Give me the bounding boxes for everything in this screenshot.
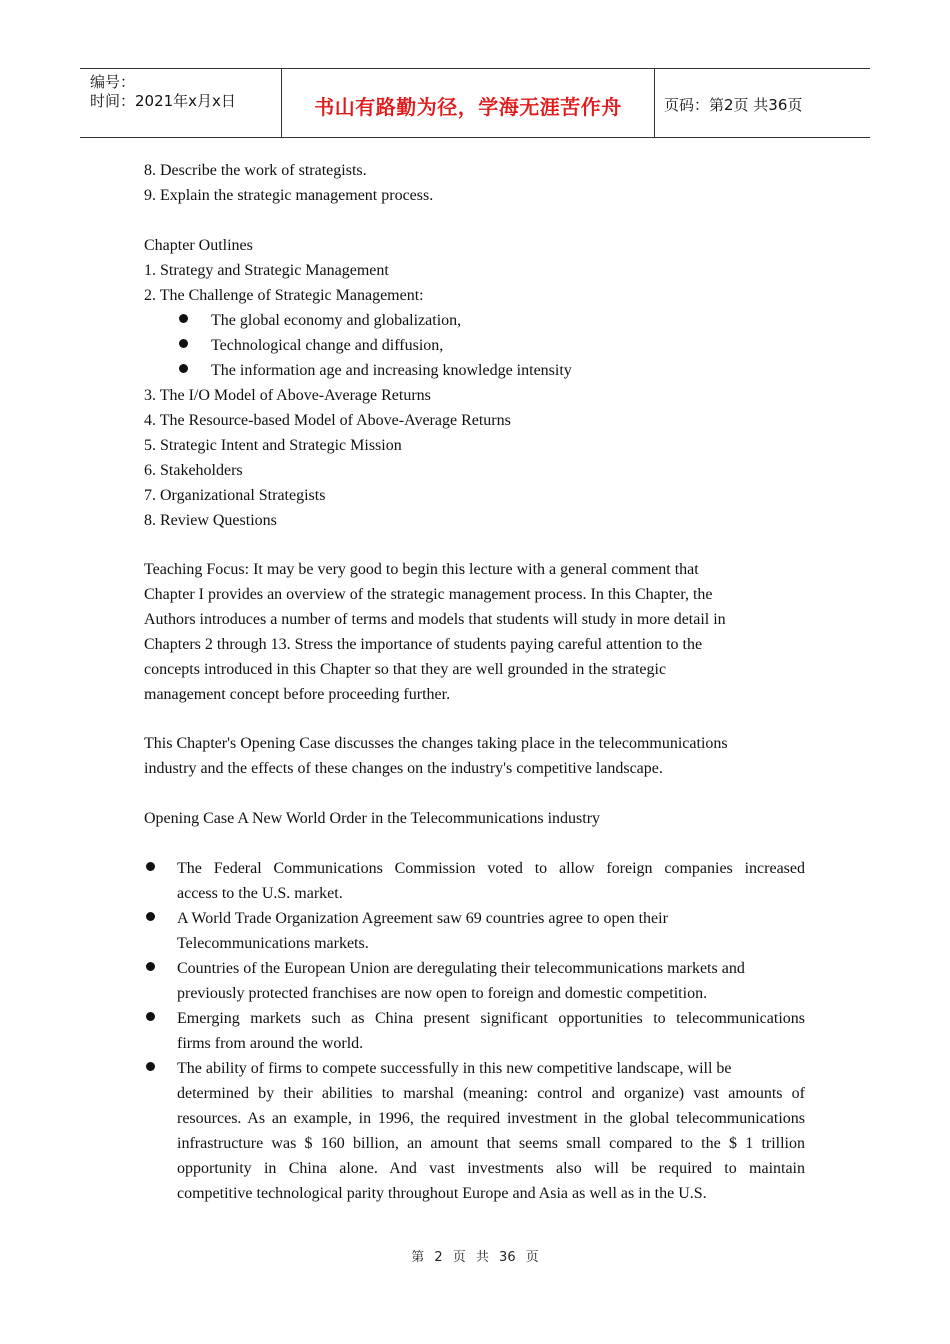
bullet-icon xyxy=(146,1062,155,1071)
bullet-icon xyxy=(146,1012,155,1021)
text-line: Countries of the European Union are deregulating their telecommunications markets and xyxy=(177,960,745,977)
outline-item-4: 4. The Resource-based Model of Above-Average Returns xyxy=(144,412,511,429)
outline-item-1: 1. Strategy and Strategic Management xyxy=(144,262,389,279)
outline-item-2: 2. The Challenge of Strategic Management: xyxy=(144,287,424,304)
text-line: previously protected franchises are now open to foreign and domestic competition. xyxy=(177,985,708,1002)
text-line: determined by their abilities to marshal (meaning: control and organize) vast amounts of xyxy=(177,1085,805,1102)
case-bullet-2 xyxy=(177,906,805,956)
outline-sub-item: The global economy and globalization, xyxy=(211,312,462,329)
bullet-icon xyxy=(179,364,188,373)
text-line: This Chapter's Opening Case discusses the changes taking place in the telecommunications xyxy=(144,735,728,752)
text-line: Chapters 2 through 13. Stress the importance of students paying careful attention to the xyxy=(144,636,703,653)
text-line: Emerging markets such as China present significant opportunities to telecommunications xyxy=(177,1010,805,1027)
outline-item-7: 7. Organizational Strategists xyxy=(144,487,326,504)
case-bullet-3 xyxy=(177,956,805,1006)
outline-item-6: 6. Stakeholders xyxy=(144,462,243,479)
opening-case-title: Opening Case A New World Order in the Telecommunications industry xyxy=(144,810,601,827)
bullet-icon xyxy=(179,314,188,323)
text-line: concepts introduced in this Chapter so that they are well grounded in the strategic xyxy=(144,661,667,678)
outline-item-8: 8. Review Questions xyxy=(144,512,277,529)
text-line: firms from around the world. xyxy=(177,1035,364,1052)
bullet-icon xyxy=(146,912,155,921)
text-line: industry and the effects of these changes on the industry's competitive landscape. xyxy=(144,760,663,777)
teaching-focus-paragraph xyxy=(144,557,764,707)
text-line: Teaching Focus: It may be very good to begin this lecture with a general comment that xyxy=(144,561,699,578)
motto: 书山有路勤为径，学海无涯苦作舟 xyxy=(314,95,622,119)
header-page-cell xyxy=(655,69,870,137)
text-line: management concept before proceeding further. xyxy=(144,686,451,703)
page-header xyxy=(80,68,870,138)
case-bullet-4 xyxy=(177,1006,805,1056)
text-line: access to the U.S. market. xyxy=(177,885,343,902)
bullet-icon xyxy=(146,862,155,871)
text-line: resources. As an example, in 1996, the required investment in the global telecommunications xyxy=(177,1110,805,1127)
bullet-icon xyxy=(179,339,188,348)
text-line: Chapter I provides an overview of the strategic management process. In this Chapter, the xyxy=(144,586,713,603)
text-line: opportunity in China alone. And vast investments also will be required to maintain xyxy=(177,1160,805,1177)
opening-case-intro-paragraph xyxy=(144,731,764,781)
text-line: Telecommunications markets. xyxy=(177,935,369,952)
text-line: The Federal Communications Commission voted to allow foreign companies increased xyxy=(177,860,805,877)
case-bullet-1 xyxy=(177,856,805,906)
serial-label: 编号： xyxy=(90,73,136,91)
text-line: infrastructure was $ 160 billion, an amount that seems small compared to the $ 1 trillion xyxy=(177,1135,805,1152)
text-line: A World Trade Organization Agreement saw 69 countries agree to open their xyxy=(177,910,668,927)
text-line: The ability of firms to compete successfully in this new competitive landscape, will be xyxy=(177,1060,732,1077)
time-label: 时间：2021年x月x日 xyxy=(90,92,236,110)
case-bullet-5 xyxy=(177,1056,805,1206)
objective-8: 8. Describe the work of strategists. xyxy=(144,162,367,179)
header-motto-cell xyxy=(281,69,655,137)
page-footer: 第 2 页 共 36 页 xyxy=(411,1250,539,1265)
outline-item-3: 3. The I/O Model of Above-Average Returns xyxy=(144,387,431,404)
objective-9: 9. Explain the strategic management process. xyxy=(144,187,434,204)
outline-item-5: 5. Strategic Intent and Strategic Mission xyxy=(144,437,402,454)
header-meta-cell xyxy=(80,69,281,137)
outline-heading: Chapter Outlines xyxy=(144,237,253,254)
outline-sub-item: Technological change and diffusion, xyxy=(211,337,444,354)
text-line: Authors introduces a number of terms and models that students will study in more detail in xyxy=(144,611,726,628)
bullet-icon xyxy=(146,962,155,971)
outline-sub-item: The information age and increasing knowledge intensity xyxy=(211,362,572,379)
page-info: 页码：第2页 共36页 xyxy=(664,96,803,114)
text-line: competitive technological parity throughout Europe and Asia as well as in the U.S. xyxy=(177,1185,707,1202)
